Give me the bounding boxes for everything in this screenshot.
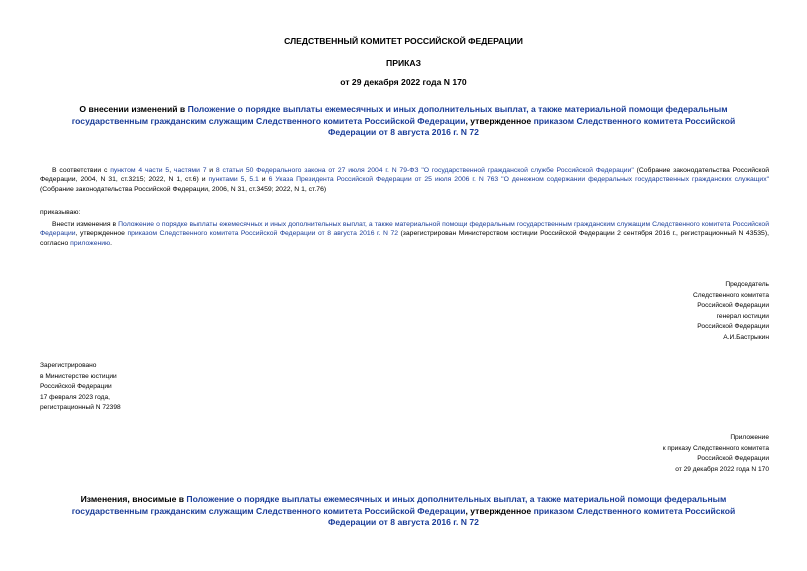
doc-date-number: от 29 декабря 2022 года N 170 [340,77,467,87]
preamble-link-points-5[interactable]: пунктами 5 [208,176,245,184]
preamble-text-2: , [169,167,174,174]
signature-name: А.И.Бастрыкин [723,333,769,341]
signature-line: Следственного комитета [693,291,769,299]
order-text-4: . [110,239,113,247]
order-text-2: , утвержденное [75,230,128,238]
preamble-text-3: и [206,167,216,174]
title-order-link[interactable]: приказом Следственного комитета Российской Федерации от 8 августа 2016 г. N 72 [328,115,736,137]
preamble-text-1: В соответствии с [52,167,111,174]
signature-line: Российской Федерации [697,302,769,310]
order-paragraph [40,220,769,248]
preamble-text-4: (Собрание законодательства Российской Федерации, 2004, N 31, ст.3215; 2022, N 1, ст.6) и [40,167,770,184]
registration-line: Российской Федерации [40,383,112,391]
registration-block [40,361,121,414]
preamble-link-point-5-1[interactable]: 5.1 [249,176,259,184]
order-link-regulation[interactable]: Положение о порядке выплаты ежемесячных и иных дополнительных выплат, а также материальной помощи федеральным государственным гражданским служащим Следственного комитета Российской Федерации [40,221,769,238]
changes-title [60,494,747,529]
registration-line: регистрационный N 72398 [40,404,121,412]
order-word: приказываю: [40,209,81,216]
order-title [60,104,747,139]
preamble-paragraph [40,166,769,194]
changes-middle: , утвержденное [465,505,534,516]
preamble-link-federal-law[interactable]: 8 статьи 50 Федерального закона от 27 июля 2004 г. N 79-ФЗ "О государственной гражданской службе Российской Федерации" [215,167,634,174]
signature-block [693,280,769,344]
preamble-text-5: , [244,176,250,184]
registration-line: Зарегистрировано [40,362,97,369]
preamble-text-6: и [258,176,269,184]
order-link-order-72[interactable]: приказом Следственного комитета Российской Федерации от 8 августа 2016 г. N 72 [127,230,398,238]
registration-line: 17 февраля 2023 года, [40,393,110,401]
title-regulation-link[interactable]: Положение о порядке выплаты ежемесячных и иных дополнительных выплат, а также материальной помощи федеральным государственным гражданским служащим Следственного комитета Российской Федерации [71,104,728,126]
preamble-text-7: (Собрание законодательства Российской Федерации, 2006, N 31, ст.3459; 2022, N 1, ст.76) [40,185,327,193]
order-text-1: Внести изменения в [52,221,119,228]
appendix-line: Приложение [730,434,769,441]
order-link-appendix[interactable]: приложению [70,239,111,247]
org-heading: СЛЕДСТВЕННЫЙ КОМИТЕТ РОССИЙСКОЙ ФЕДЕРАЦИИ [284,36,523,46]
preamble-link-parts-7[interactable]: частями 7 [173,167,207,174]
appendix-line: Российской Федерации [697,455,769,463]
changes-order-link[interactable]: приказом Следственного комитета Российской Федерации от 8 августа 2016 г. N 72 [328,505,736,527]
preamble-link-decree[interactable]: 6 Указа Президента Российской Федерации от 25 июля 2006 г. N 763 "О денежном содержании федеральных государственных гражданских служащих" [268,176,769,184]
changes-regulation-link[interactable]: Положение о порядке выплаты ежемесячных и иных дополнительных выплат, а также материальной помощи федеральным государственным гражданским служащим Следственного комитета Российской Федерации [71,494,727,516]
doc-type-heading: ПРИКАЗ [386,58,421,68]
signature-line: Председатель [725,281,769,288]
changes-prefix: Изменения, вносимые в [80,494,187,504]
signature-line: Российской Федерации [697,323,769,331]
title-prefix: О внесении изменений в [79,104,188,114]
signature-line: генерал юстиции [716,312,769,320]
appendix-line: от 29 декабря 2022 года N 170 [675,465,769,473]
order-text-3: (зарегистрирован Министерством юстиции Российской Федерации 2 сентября 2016 г., регистрационный N 43535), согласно [40,230,769,247]
appendix-block [663,433,769,475]
appendix-line: к приказу Следственного комитета [662,444,769,452]
title-middle: , утвержденное [465,115,534,126]
preamble-link-point-4[interactable]: пунктом 4 части 5 [110,167,170,174]
registration-line: в Министерстве юстиции [40,372,117,380]
